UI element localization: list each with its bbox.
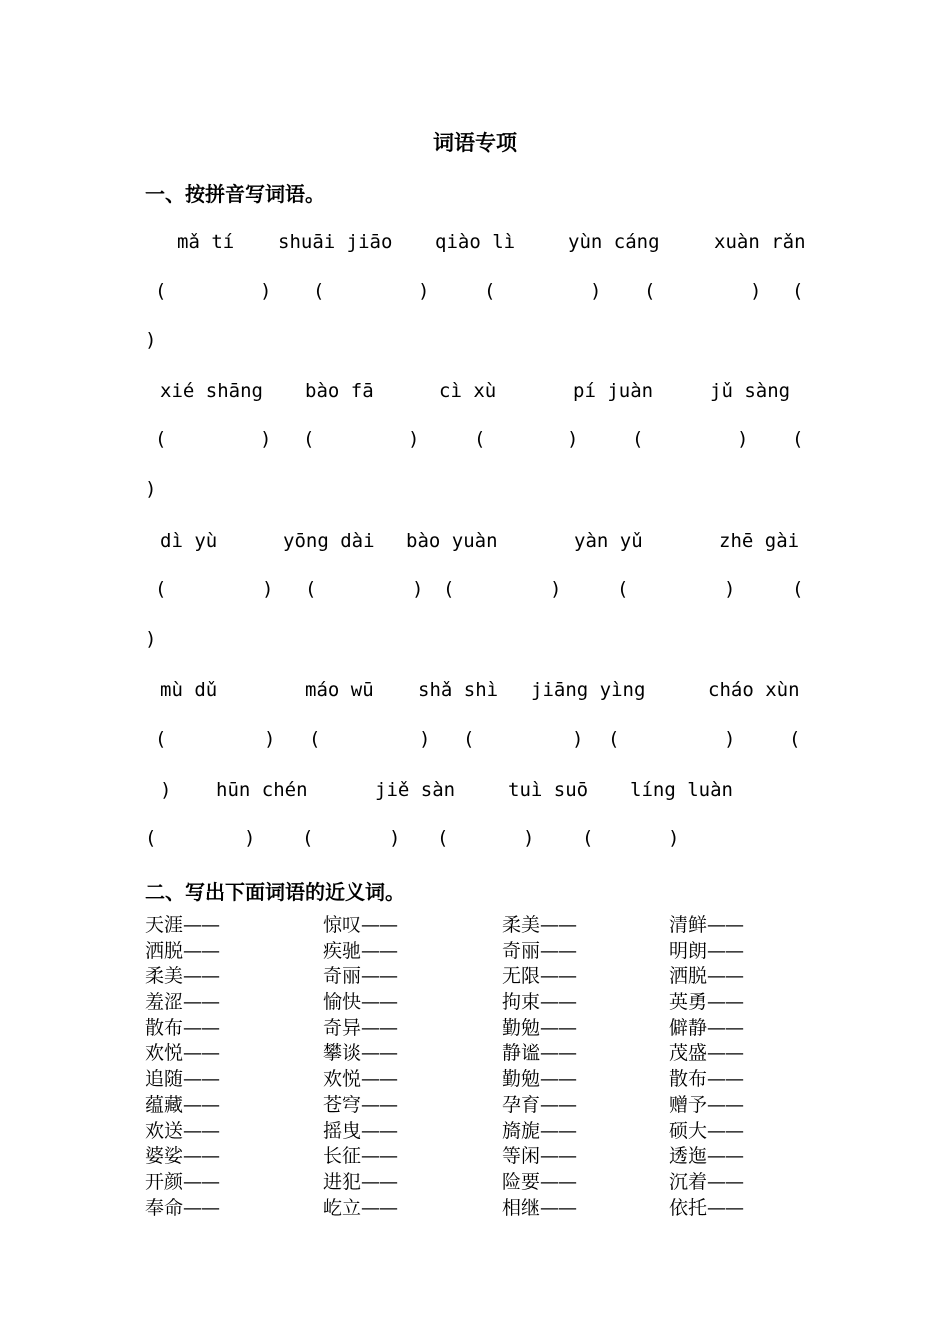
synonym-dash: —— xyxy=(707,1042,744,1065)
synonym-word: 无限 xyxy=(502,965,541,988)
pinyin-item: yōng dài xyxy=(283,530,375,552)
synonym-item xyxy=(502,1144,576,1169)
synonym-row xyxy=(145,1067,805,1093)
synonym-item xyxy=(323,1041,397,1066)
answer-blank-open: ( xyxy=(155,578,167,600)
pinyin-row-5 xyxy=(0,779,950,803)
pinyin-item: jiě sàn xyxy=(375,779,456,801)
synonym-word: 茂盛 xyxy=(669,1042,708,1065)
answer-blank-close: ) xyxy=(244,827,256,849)
synonym-dash: —— xyxy=(361,939,398,962)
pinyin-item: bào yuàn xyxy=(406,530,498,552)
answer-blank-close: ) xyxy=(260,428,272,450)
synonym-item xyxy=(502,1041,576,1066)
answer-blank-open: ( xyxy=(617,578,629,600)
synonym-item xyxy=(502,913,576,938)
answer-blank-open: ( xyxy=(789,728,801,750)
synonym-row xyxy=(145,913,805,939)
answer-row-2-wrap xyxy=(0,478,950,502)
answer-blank-close: ) xyxy=(523,827,535,849)
pinyin-row-1 xyxy=(0,231,950,255)
synonym-word: 等闲 xyxy=(502,1145,541,1168)
answer-row-3-wrap xyxy=(0,628,950,652)
synonym-dash: —— xyxy=(361,1042,398,1065)
answer-blank-close: ) xyxy=(264,728,276,750)
synonym-item xyxy=(502,1067,576,1092)
synonym-item xyxy=(502,939,576,964)
pinyin-item: shǎ shì xyxy=(418,679,499,701)
synonym-grid xyxy=(145,913,805,1221)
answer-blank-open: ( xyxy=(155,728,167,750)
pinyin-item: cháo xùn xyxy=(708,679,800,701)
answer-blank-open: ( xyxy=(484,280,496,302)
synonym-dash: —— xyxy=(361,914,398,936)
synonym-dash: —— xyxy=(707,1119,744,1142)
pinyin-item: bào fā xyxy=(305,380,374,402)
synonym-word: 相继 xyxy=(502,1196,541,1219)
synonym-item xyxy=(502,1119,576,1144)
synonym-word: 险要 xyxy=(502,1170,541,1193)
synonym-row xyxy=(145,939,805,965)
synonym-item xyxy=(502,1093,576,1118)
synonym-item xyxy=(323,964,397,989)
synonym-word: 柔美 xyxy=(502,914,541,936)
synonym-dash: —— xyxy=(540,1016,577,1039)
synonym-word: 洒脱 xyxy=(145,939,184,962)
synonym-row xyxy=(145,1041,805,1067)
synonym-item xyxy=(502,1170,576,1195)
pinyin-row-4 xyxy=(0,679,950,703)
synonym-item xyxy=(669,990,743,1015)
synonym-dash: —— xyxy=(707,991,744,1014)
synonym-word: 长征 xyxy=(323,1145,362,1168)
pinyin-item: yàn yǔ xyxy=(574,530,643,552)
synonym-item xyxy=(669,1170,743,1195)
synonym-dash: —— xyxy=(540,914,577,936)
pinyin-item: mù dǔ xyxy=(160,679,218,701)
synonym-dash: —— xyxy=(183,1170,220,1193)
synonym-dash: —— xyxy=(707,1170,744,1193)
answer-blank-close: ) xyxy=(572,728,584,750)
answer-blank-open: ( xyxy=(443,578,455,600)
answer-blank-close: ) xyxy=(389,827,401,849)
synonym-word: 依托 xyxy=(669,1196,708,1219)
synonym-item xyxy=(145,1170,219,1195)
answer-blank-open: ( xyxy=(303,428,315,450)
answer-row-5 xyxy=(0,827,950,851)
pinyin-item: tuì suō xyxy=(508,779,589,801)
synonym-dash: —— xyxy=(707,965,744,988)
pinyin-item: shuāi jiāo xyxy=(278,231,393,253)
synonym-item xyxy=(669,1144,743,1169)
answer-blank-close: ) xyxy=(412,578,424,600)
synonym-dash: —— xyxy=(540,1145,577,1168)
synonym-word: 苍穹 xyxy=(323,1093,362,1116)
pinyin-row-2 xyxy=(0,380,950,404)
synonym-word: 洒脱 xyxy=(669,965,708,988)
synonym-item xyxy=(145,964,219,989)
synonym-word: 天涯 xyxy=(145,914,184,936)
pinyin-row-3 xyxy=(0,530,950,554)
synonym-item xyxy=(145,1093,219,1118)
synonym-item xyxy=(323,1196,397,1221)
pinyin-item: mǎ tí xyxy=(177,231,235,253)
page-title: 词语专项 xyxy=(433,131,517,155)
synonym-item xyxy=(669,939,743,964)
synonym-dash: —— xyxy=(361,1068,398,1091)
synonym-dash: —— xyxy=(361,1145,398,1168)
pinyin-item: máo wū xyxy=(305,679,374,701)
pinyin-item: hūn chén xyxy=(216,779,308,801)
synonym-word: 惊叹 xyxy=(323,914,362,936)
answer-row-2 xyxy=(0,428,950,452)
synonym-dash: —— xyxy=(540,1042,577,1065)
answer-blank-close: ) xyxy=(408,428,420,450)
answer-blank-close: ) xyxy=(567,428,579,450)
synonym-row xyxy=(145,1016,805,1042)
synonym-item xyxy=(669,1041,743,1066)
pinyin-item: qiào lì xyxy=(435,231,516,253)
synonym-word: 欢送 xyxy=(145,1119,184,1142)
synonym-word: 孕育 xyxy=(502,1093,541,1116)
pinyin-item: dì yù xyxy=(160,530,218,552)
synonym-word: 勤勉 xyxy=(502,1068,541,1091)
pinyin-item: xuàn rǎn xyxy=(714,231,806,253)
synonym-dash: —— xyxy=(361,965,398,988)
answer-blank-close: ) xyxy=(418,280,430,302)
synonym-dash: —— xyxy=(183,1068,220,1091)
synonym-dash: —— xyxy=(183,1042,220,1065)
synonym-item xyxy=(323,1016,397,1041)
answer-blank-open: ( xyxy=(632,428,644,450)
synonym-dash: —— xyxy=(540,939,577,962)
synonym-dash: —— xyxy=(183,965,220,988)
synonym-dash: —— xyxy=(540,1068,577,1091)
synonym-word: 明朗 xyxy=(669,939,708,962)
pinyin-item: líng luàn xyxy=(630,779,733,801)
synonym-item xyxy=(145,1016,219,1041)
synonym-row xyxy=(145,1093,805,1119)
synonym-word: 清鲜 xyxy=(669,914,708,936)
synonym-dash: —— xyxy=(540,1170,577,1193)
answer-blank-open: ( xyxy=(155,428,167,450)
synonym-row xyxy=(145,964,805,990)
answer-blank-open: ( xyxy=(437,827,449,849)
answer-blank-open: ( xyxy=(463,728,475,750)
answer-blank-close: ) xyxy=(590,280,602,302)
synonym-word: 进犯 xyxy=(323,1170,362,1193)
synonym-item xyxy=(145,913,219,938)
synonym-word: 静谧 xyxy=(502,1042,541,1065)
synonym-word: 奇丽 xyxy=(502,939,541,962)
section-1-heading: 一、按拼音写词语。 xyxy=(145,182,325,206)
answer-blank-close: ) xyxy=(262,578,274,600)
synonym-word: 奇丽 xyxy=(323,965,362,988)
answer-blank-close: ) xyxy=(160,779,172,801)
synonym-item xyxy=(323,1144,397,1169)
synonym-word: 散布 xyxy=(669,1068,708,1091)
synonym-dash: —— xyxy=(540,965,577,988)
synonym-item xyxy=(323,913,397,938)
answer-blank-open: ( xyxy=(155,280,167,302)
synonym-dash: —— xyxy=(540,1119,577,1142)
synonym-word: 透迤 xyxy=(669,1145,708,1168)
synonym-dash: —— xyxy=(183,991,220,1014)
synonym-item xyxy=(145,1041,219,1066)
synonym-item xyxy=(323,1067,397,1092)
synonym-item xyxy=(145,1067,219,1092)
synonym-dash: —— xyxy=(361,1170,398,1193)
synonym-row xyxy=(145,1144,805,1170)
synonym-dash: —— xyxy=(361,1093,398,1116)
synonym-item xyxy=(323,1119,397,1144)
synonym-word: 婆娑 xyxy=(145,1145,184,1168)
pinyin-item: cì xù xyxy=(439,380,497,402)
synonym-item xyxy=(145,1196,219,1221)
synonym-item xyxy=(502,990,576,1015)
answer-blank-close: ) xyxy=(550,578,562,600)
synonym-dash: —— xyxy=(183,1016,220,1039)
synonym-word: 硕大 xyxy=(669,1119,708,1142)
synonym-item xyxy=(502,964,576,989)
synonym-row xyxy=(145,1119,805,1145)
synonym-item xyxy=(669,964,743,989)
synonym-item xyxy=(145,1119,219,1144)
pinyin-item: yùn cáng xyxy=(568,231,660,253)
synonym-word: 欢悦 xyxy=(145,1042,184,1065)
answer-blank-open: ( xyxy=(792,280,804,302)
synonym-word: 沉着 xyxy=(669,1170,708,1193)
synonym-item xyxy=(669,1093,743,1118)
synonym-word: 欢悦 xyxy=(323,1068,362,1091)
synonym-dash: —— xyxy=(361,1119,398,1142)
answer-blank-open: ( xyxy=(644,280,656,302)
synonym-item xyxy=(669,1196,743,1221)
pinyin-item: xié shāng xyxy=(160,380,263,402)
answer-blank-open: ( xyxy=(582,827,594,849)
answer-blank-close: ) xyxy=(260,280,272,302)
synonym-dash: —— xyxy=(540,1196,577,1219)
synonym-word: 屹立 xyxy=(323,1196,362,1219)
synonym-word: 柔美 xyxy=(145,965,184,988)
synonym-dash: —— xyxy=(540,1093,577,1116)
synonym-item xyxy=(669,913,743,938)
synonym-word: 勤勉 xyxy=(502,1016,541,1039)
synonym-word: 赠予 xyxy=(669,1093,708,1116)
answer-blank-open: ( xyxy=(145,827,157,849)
synonym-dash: —— xyxy=(707,1093,744,1116)
synonym-dash: —— xyxy=(183,1119,220,1142)
synonym-row xyxy=(145,1196,805,1222)
synonym-row xyxy=(145,990,805,1016)
synonym-item xyxy=(669,1016,743,1041)
synonym-item xyxy=(669,1119,743,1144)
synonym-item xyxy=(145,990,219,1015)
synonym-word: 英勇 xyxy=(669,991,708,1014)
synonym-word: 奇异 xyxy=(323,1016,362,1039)
answer-blank-close: ) xyxy=(419,728,431,750)
synonym-word: 旖旎 xyxy=(502,1119,541,1142)
pinyin-item: zhē gài xyxy=(719,530,800,552)
synonym-dash: —— xyxy=(183,1196,220,1219)
synonym-dash: —— xyxy=(183,1145,220,1168)
synonym-dash: —— xyxy=(707,1016,744,1039)
synonym-word: 疾驰 xyxy=(323,939,362,962)
pinyin-item: pí juàn xyxy=(573,380,654,402)
synonym-dash: —— xyxy=(707,1068,744,1091)
synonym-row xyxy=(145,1170,805,1196)
answer-blank-close: ) xyxy=(724,578,736,600)
answer-blank-close: ) xyxy=(145,329,157,351)
synonym-dash: —— xyxy=(707,939,744,962)
synonym-word: 散布 xyxy=(145,1016,184,1039)
synonym-word: 蕴藏 xyxy=(145,1093,184,1116)
answer-blank-open: ( xyxy=(608,728,620,750)
answer-row-3 xyxy=(0,578,950,602)
answer-blank-close: ) xyxy=(750,280,762,302)
answer-row-1 xyxy=(0,280,950,304)
synonym-item xyxy=(502,1196,576,1221)
synonym-item xyxy=(323,1170,397,1195)
synonym-item xyxy=(145,1144,219,1169)
answer-blank-open: ( xyxy=(313,280,325,302)
synonym-dash: —— xyxy=(361,1196,398,1219)
answer-blank-open: ( xyxy=(792,578,804,600)
answer-blank-close: ) xyxy=(737,428,749,450)
synonym-dash: —— xyxy=(707,914,744,936)
pinyin-item: jiāng yìng xyxy=(531,679,646,701)
synonym-word: 愉快 xyxy=(323,991,362,1014)
synonym-dash: —— xyxy=(361,1016,398,1039)
synonym-item xyxy=(323,939,397,964)
synonym-dash: —— xyxy=(540,991,577,1014)
synonym-item xyxy=(669,1067,743,1092)
synonym-word: 僻静 xyxy=(669,1016,708,1039)
synonym-dash: —— xyxy=(707,1196,744,1219)
answer-row-4 xyxy=(0,728,950,752)
synonym-item xyxy=(323,990,397,1015)
answer-blank-open: ( xyxy=(302,827,314,849)
synonym-word: 摇曳 xyxy=(323,1119,362,1142)
answer-row-1-wrap xyxy=(0,329,950,353)
synonym-item xyxy=(323,1093,397,1118)
synonym-word: 追随 xyxy=(145,1068,184,1091)
synonym-item xyxy=(145,939,219,964)
synonym-dash: —— xyxy=(183,1093,220,1116)
answer-blank-open: ( xyxy=(309,728,321,750)
answer-blank-close: ) xyxy=(145,628,157,650)
synonym-dash: —— xyxy=(183,939,220,962)
synonym-dash: —— xyxy=(183,914,220,936)
synonym-word: 开颜 xyxy=(145,1170,184,1193)
answer-blank-open: ( xyxy=(305,578,317,600)
synonym-dash: —— xyxy=(707,1145,744,1168)
answer-blank-close: ) xyxy=(668,827,680,849)
pinyin-item: jǔ sàng xyxy=(710,380,791,402)
synonym-word: 拘束 xyxy=(502,991,541,1014)
synonym-word: 攀谈 xyxy=(323,1042,362,1065)
answer-blank-open: ( xyxy=(474,428,486,450)
answer-blank-close: ) xyxy=(145,478,157,500)
synonym-word: 羞涩 xyxy=(145,991,184,1014)
synonym-dash: —— xyxy=(361,991,398,1014)
synonym-word: 奉命 xyxy=(145,1196,184,1219)
synonym-item xyxy=(502,1016,576,1041)
answer-blank-close: ) xyxy=(724,728,736,750)
section-2-heading: 二、写出下面词语的近义词。 xyxy=(145,880,405,904)
answer-blank-open: ( xyxy=(792,428,804,450)
